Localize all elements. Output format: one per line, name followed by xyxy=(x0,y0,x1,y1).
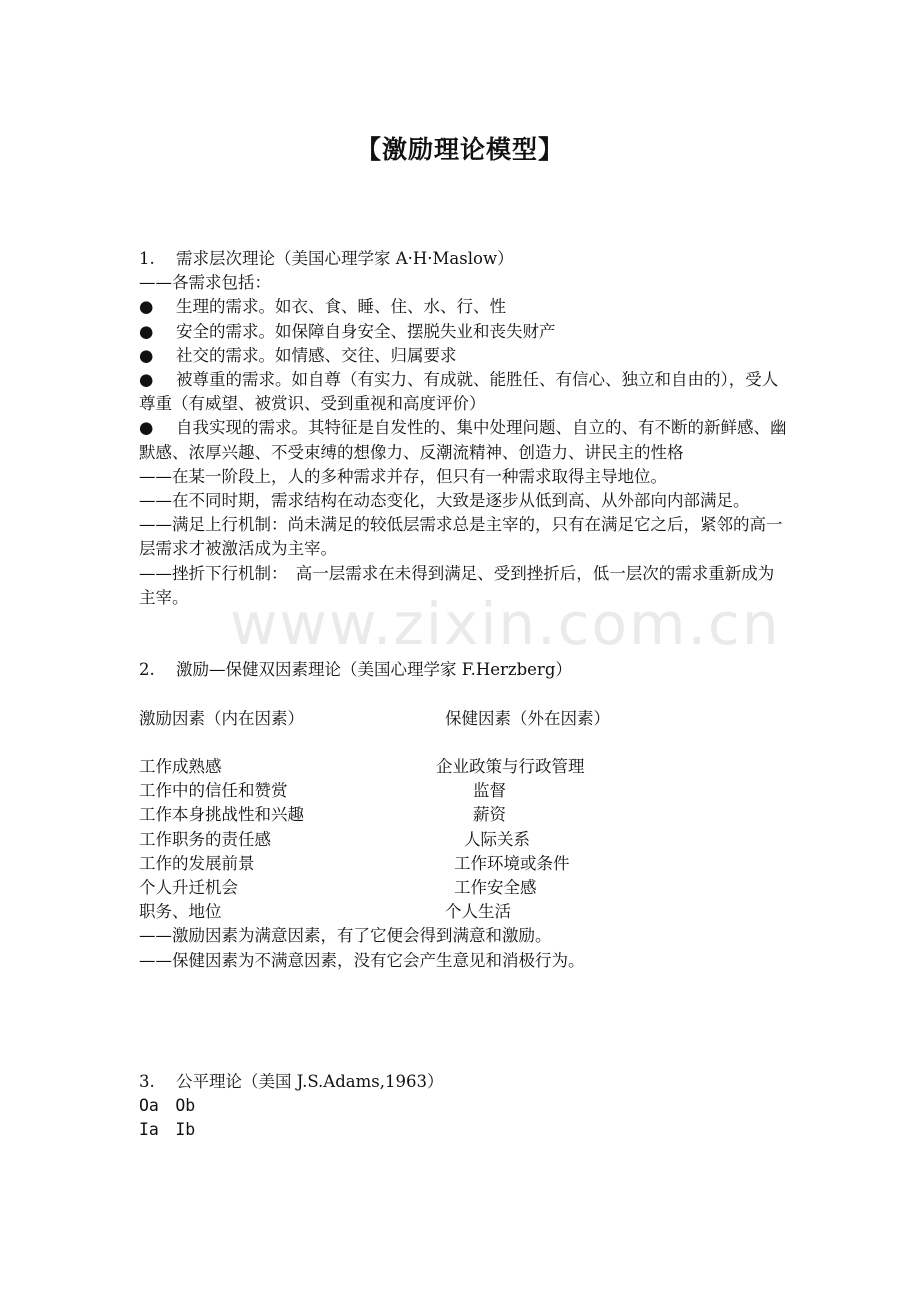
bullet-item xyxy=(139,368,789,416)
bullet-text: 安全的需求。如保障自身安全、摆脱失业和丧失财产 xyxy=(176,321,556,341)
bullet-text: 被尊重的需求。如自尊（有实力、有成就、能胜任、有信心、独立和自由的），受人尊重（有威望、被赏识、受到重视和高度评价） xyxy=(139,369,779,414)
section3-number: 3. xyxy=(139,1071,155,1091)
equity-formula-line: Ia Ib xyxy=(139,1119,196,1139)
bullet-icon: ● xyxy=(139,369,154,389)
hygiene-header: 保健因素（外在因素） xyxy=(445,708,610,728)
page-title: 【激励理论模型】 xyxy=(355,135,564,164)
hygiene-factor: 薪资 xyxy=(473,805,506,825)
factor-row xyxy=(139,755,789,779)
bullet-icon: ● xyxy=(139,297,154,317)
section2-heading-text: 激励—保健双因素理论（美国心理学家 F.Herzberg） xyxy=(176,660,572,680)
motivator-factor: 工作职务的责任感 xyxy=(139,829,271,849)
factor-row xyxy=(139,852,789,876)
factor-column-headers xyxy=(139,707,789,731)
equity-formula-line: Oa Ob xyxy=(139,1095,196,1115)
motivator-factor: 工作的发展前景 xyxy=(139,853,255,873)
motivator-factor: 工作本身挑战性和兴趣 xyxy=(139,805,304,825)
bullet-text: 生理的需求。如衣、食、睡、住、水、行、性 xyxy=(176,297,506,317)
section1-heading xyxy=(139,247,789,271)
factor-row xyxy=(139,828,789,852)
section1-number: 1. xyxy=(139,249,155,268)
section3-heading-text: 公平理论（美国 J.S.Adams,1963） xyxy=(176,1071,444,1091)
motivator-factor: 职务、地位 xyxy=(139,902,222,922)
section1-note: ——挫折下行机制： 高一层需求在未得到满足、受到挫折后，低一层次的需求重新成为主宰。 xyxy=(139,563,775,607)
section1-heading-text: 需求层次理论（美国心理学家 A·H·Maslow） xyxy=(176,249,514,268)
hygiene-factor: 监督 xyxy=(473,781,506,801)
section1-note: ——满足上行机制：尚未满足的较低层需求总是主宰的，只有在满足它之后，紧邻的高一层需求才被激活成为主宰。 xyxy=(139,515,783,559)
motivator-header: 激励因素（内在因素） xyxy=(139,708,304,728)
section2-number: 2. xyxy=(139,660,155,680)
document-body xyxy=(139,247,789,1142)
bullet-text: 社交的需求。如情感、交往、归属要求 xyxy=(176,345,457,365)
section2-note: ——保健因素为不满意因素，没有它会产生意见和消极行为。 xyxy=(139,950,585,970)
bullet-item xyxy=(139,344,789,368)
watermark: www.zixin.com.cn xyxy=(230,590,781,658)
bullet-icon: ● xyxy=(139,418,154,438)
hygiene-factor: 企业政策与行政管理 xyxy=(436,757,585,777)
factor-row xyxy=(139,900,789,924)
bullet-item xyxy=(139,295,789,319)
motivator-factor: 个人升迁机会 xyxy=(139,878,238,898)
hygiene-factor: 工作环境或条件 xyxy=(454,853,570,873)
motivator-factor: 工作成熟感 xyxy=(139,757,222,777)
motivator-factor: 工作中的信任和赞赏 xyxy=(139,781,288,801)
section2-heading xyxy=(139,658,789,682)
hygiene-factor: 个人生活 xyxy=(445,902,511,922)
bullet-icon: ● xyxy=(139,345,154,365)
section3-heading xyxy=(139,1070,789,1094)
section1-note: ——在不同时期，需求结构在动态变化，大致是逐步从低到高、从外部向内部满足。 xyxy=(139,490,750,510)
bullet-icon: ● xyxy=(139,321,154,341)
section1-note: ——在某一阶段上，人的多种需求并存，但只有一种需求取得主导地位。 xyxy=(139,466,667,486)
bullet-item xyxy=(139,416,789,464)
hygiene-factor: 人际关系 xyxy=(464,829,530,849)
factor-row xyxy=(139,779,789,803)
factor-row xyxy=(139,876,789,900)
bullet-text: 自我实现的需求。其特征是自发性的、集中处理问题、自立的、有不断的新鲜感、幽默感、浓厚兴趣、不受束缚的想像力、反潮流精神、创造力、讲民主的性格 xyxy=(139,418,787,462)
bullet-item xyxy=(139,320,789,344)
factor-row xyxy=(139,803,789,827)
section1-intro: ——各需求包括： xyxy=(139,273,271,293)
section2-note: ——激励因素为满意因素，有了它便会得到满意和激励。 xyxy=(139,926,552,946)
hygiene-factor: 工作安全感 xyxy=(454,878,537,898)
